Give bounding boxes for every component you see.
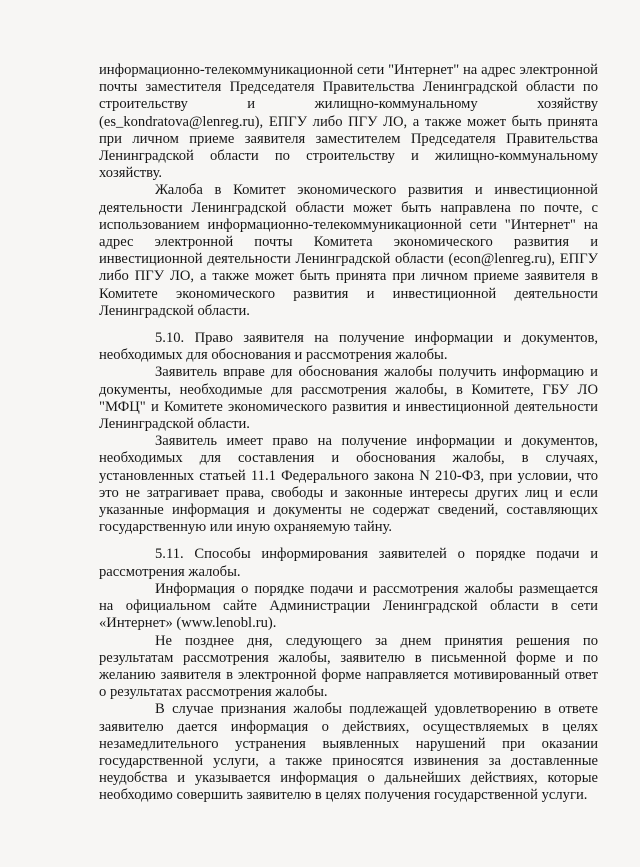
paragraph-right-to-information: Заявитель имеет право на получение информации и документов, необходимых для составления и обоснования жалобы, в случаях, установленных статьей 11.1 Федерального закона N 210-ФЗ, при условии, что это не затрагивает права, свободы и законные интересы других лиц и если указанные информация и документы не содержат сведений, составляющих государственную или иную охраняемую тайну. bbox=[99, 433, 598, 536]
section-heading-5-10: 5.10. Право заявителя на получение информации и документов, необходимых для обоснования и рассмотрения жалобы. bbox=[99, 330, 598, 364]
paragraph-reasoned-answer: Не позднее дня, следующего за днем принятия решения по результатам рассмотрения жалобы, заявителю в письменной форме и по желанию заявителя в электронной форме направляется мотивированный ответ о результатах рассмотрения жалобы. bbox=[99, 632, 598, 701]
paragraph-complaint-satisfied: В случае признания жалобы подлежащей удовлетворению в ответе заявителю дается информация о действиях, осуществляемых в целях незамедлительного устранения выявленных нарушений при оказании государственной услуги, а также приносятся извинения за доставленные неудобства и указывается информация о дальнейших действиях, которые необходимо совершить заявителю в целях получения государственной услуги. bbox=[99, 701, 598, 804]
paragraph-information-website: Информация о порядке подачи и рассмотрения жалобы размещается на официальном сайте Администрации Ленинградской области в сети «Интернет» (www.lenobl.ru). bbox=[99, 580, 598, 632]
paragraph-complaint-vice-chairman: информационно-телекоммуникационной сети "Интернет" на адрес электронной почты заместителя Председателя Правительства Ленинградской области по строительству и жилищно-коммунальному хозяйству (es_kondratova@lenreg.ru), ЕПГУ либо ПГУ ЛО, а также может быть принята при личном приеме заявителя заместителем Председателя Правительства Ленинградской области по строительству и жилищно-коммунальному хозяйству. bbox=[99, 62, 598, 182]
paragraph-complaint-economic-committee: Жалоба в Комитет экономического развития и инвестиционной деятельности Ленинградской области может быть направлена по почте, с использованием информационно-телекоммуникационной сети "Интернет" на адрес электронной почты Комитета экономического развития и инвестиционной деятельности Ленинградской области (econ@lenreg.ru), ЕПГУ либо ПГУ ЛО, а также может быть принята при личном приеме заявителя в Комитете экономического развития и инвестиционной деятельности Ленинградской области. bbox=[99, 182, 598, 319]
section-heading-5-11: 5.11. Способы информирования заявителей о порядке подачи и рассмотрения жалобы. bbox=[99, 546, 598, 580]
paragraph-right-to-documents: Заявитель вправе для обоснования жалобы получить информацию и документы, необходимые для рассмотрения жалобы, в Комитете, ГБУ ЛО "МФЦ" и Комитете экономического развития и инвестиционной деятельности Ленинградской области. bbox=[99, 364, 598, 433]
